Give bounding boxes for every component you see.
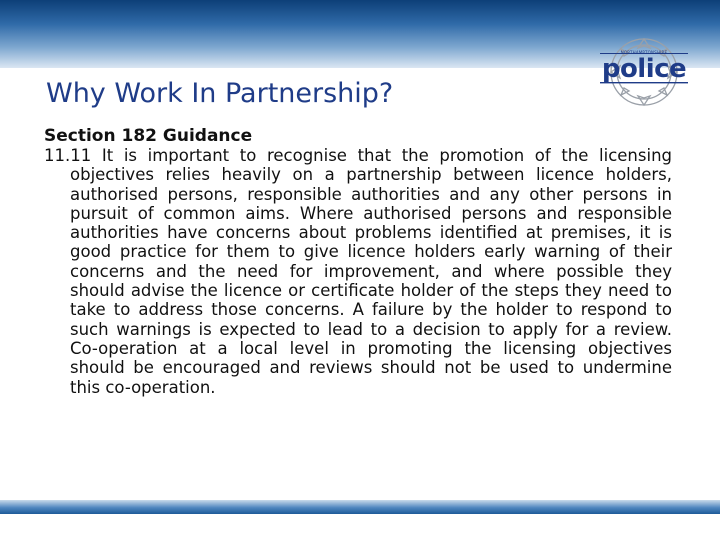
footer-band — [0, 500, 720, 514]
section-heading: Section 182 Guidance — [44, 126, 253, 146]
logo-small-text: NORTHAMPTONSHIRE — [620, 50, 668, 55]
slide-body — [44, 126, 672, 397]
guidance-paragraph: 11.11 It is important to recognise that the promotion of the licensing objectives relies heavily on a partnership between licence holders, authorised persons, responsible authorities and any other persons in pursuit of common aims. Where authorised persons and responsible authorities have concerns about problems identified at premises, it is good practice for them to give licence holders early warning of their concerns and the need for improvement, and where possible they should advise the licence or certificate holder of the steps they need to take to address those concerns. A failure by the holder to respond to such warnings is expected to lead to a decision to apply for a review. Co-operation at a local level in promoting the licensing objectives should be encouraged and reviews should not be used to undermine this co-operation. — [44, 146, 672, 397]
logo-wordmark: police — [601, 54, 687, 84]
slide-title: Why Work In Partnership? — [46, 78, 394, 109]
police-logo — [596, 36, 692, 108]
